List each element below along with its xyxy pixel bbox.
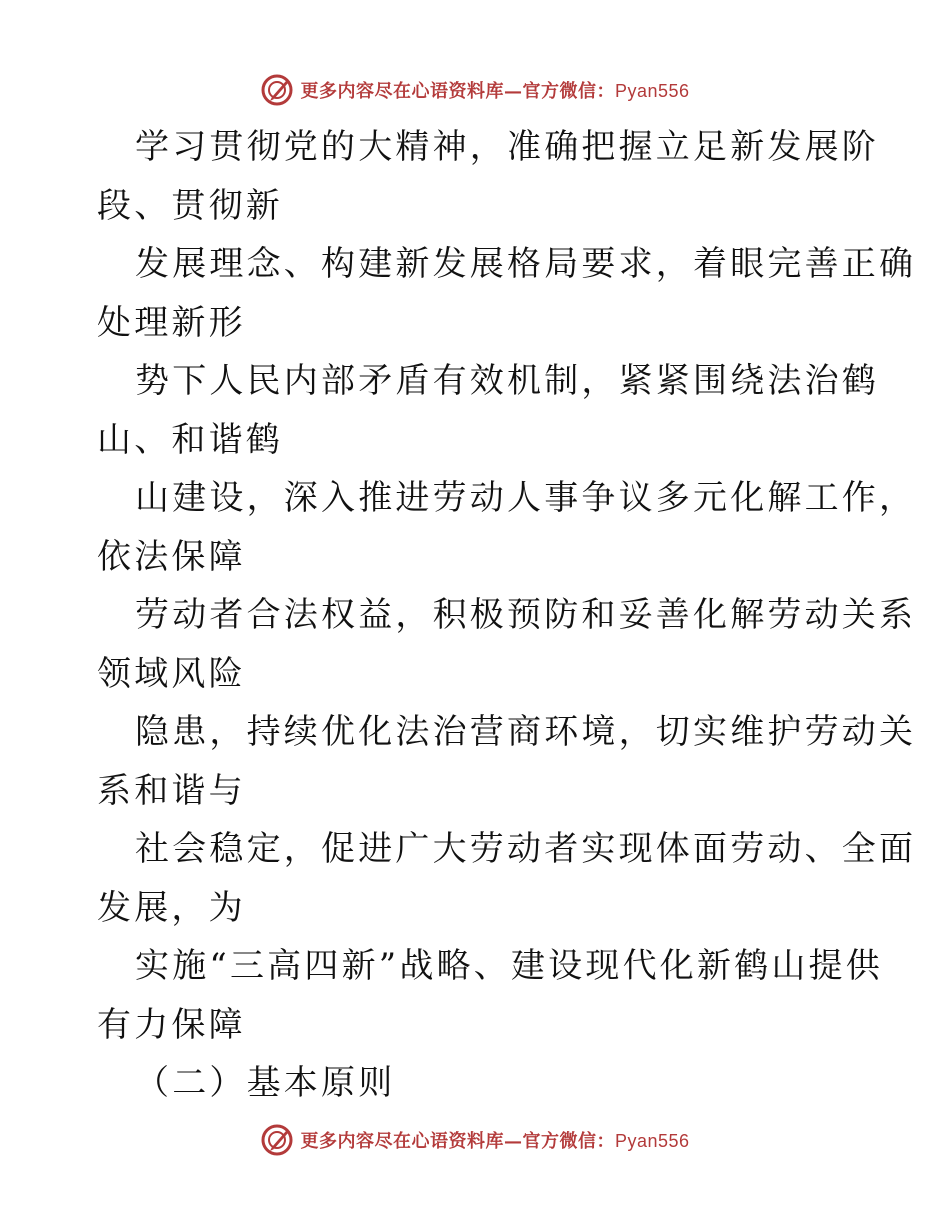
body-line: 领域风险 (97, 653, 246, 694)
body-line: 学习贯彻党的大精神，准确把握立足新发展阶 (135, 127, 879, 167)
body-line: 依法保障 (97, 536, 246, 577)
watermark-label: 更多内容尽在心语资料库—官方微信： (300, 81, 615, 102)
watermark-wechat-id: Pyan556 (614, 81, 690, 101)
watermark-label: 更多内容尽在心语资料库—官方微信： (300, 1131, 615, 1152)
body-line: 社会稳定，促进广大劳动者实现体面劳动、全面 (135, 829, 917, 869)
body-line: 山建设，深入推进劳动人事争议多元化解工作， (135, 478, 917, 518)
header-watermark (0, 70, 950, 110)
body-line: 势下人民内部矛盾有效机制，紧紧围绕法治鹤 (135, 361, 879, 401)
body-line: 发展，为 (97, 887, 246, 928)
watermark-inner (260, 73, 689, 107)
body-line: 有力保障 (97, 1004, 246, 1045)
watermark-wechat-id: Pyan556 (614, 1131, 690, 1151)
body-text (97, 118, 917, 1113)
pen-nib-circle-icon (260, 73, 294, 107)
watermark-inner (260, 1123, 689, 1157)
body-line: 段、贯彻新 (97, 185, 283, 226)
body-line: 处理新形 (97, 302, 246, 343)
body-line: 发展理念、构建新发展格局要求，着眼完善正确 (135, 244, 917, 284)
body-line: 隐患，持续优化法治营商环境，切实维护劳动关 (135, 712, 917, 752)
watermark-text (300, 77, 689, 103)
body-line: 实施“三高四新”战略、建设现代化新鹤山提供 (135, 946, 883, 986)
body-line: 山、和谐鹤 (97, 419, 283, 460)
footer-watermark (0, 1120, 950, 1160)
body-line: 系和谐与 (97, 770, 246, 811)
section-heading: （二）基本原则 (135, 1063, 396, 1103)
pen-nib-circle-icon (260, 1123, 294, 1157)
body-line: 劳动者合法权益，积极预防和妥善化解劳动关系 (135, 595, 917, 635)
watermark-text (300, 1127, 689, 1153)
